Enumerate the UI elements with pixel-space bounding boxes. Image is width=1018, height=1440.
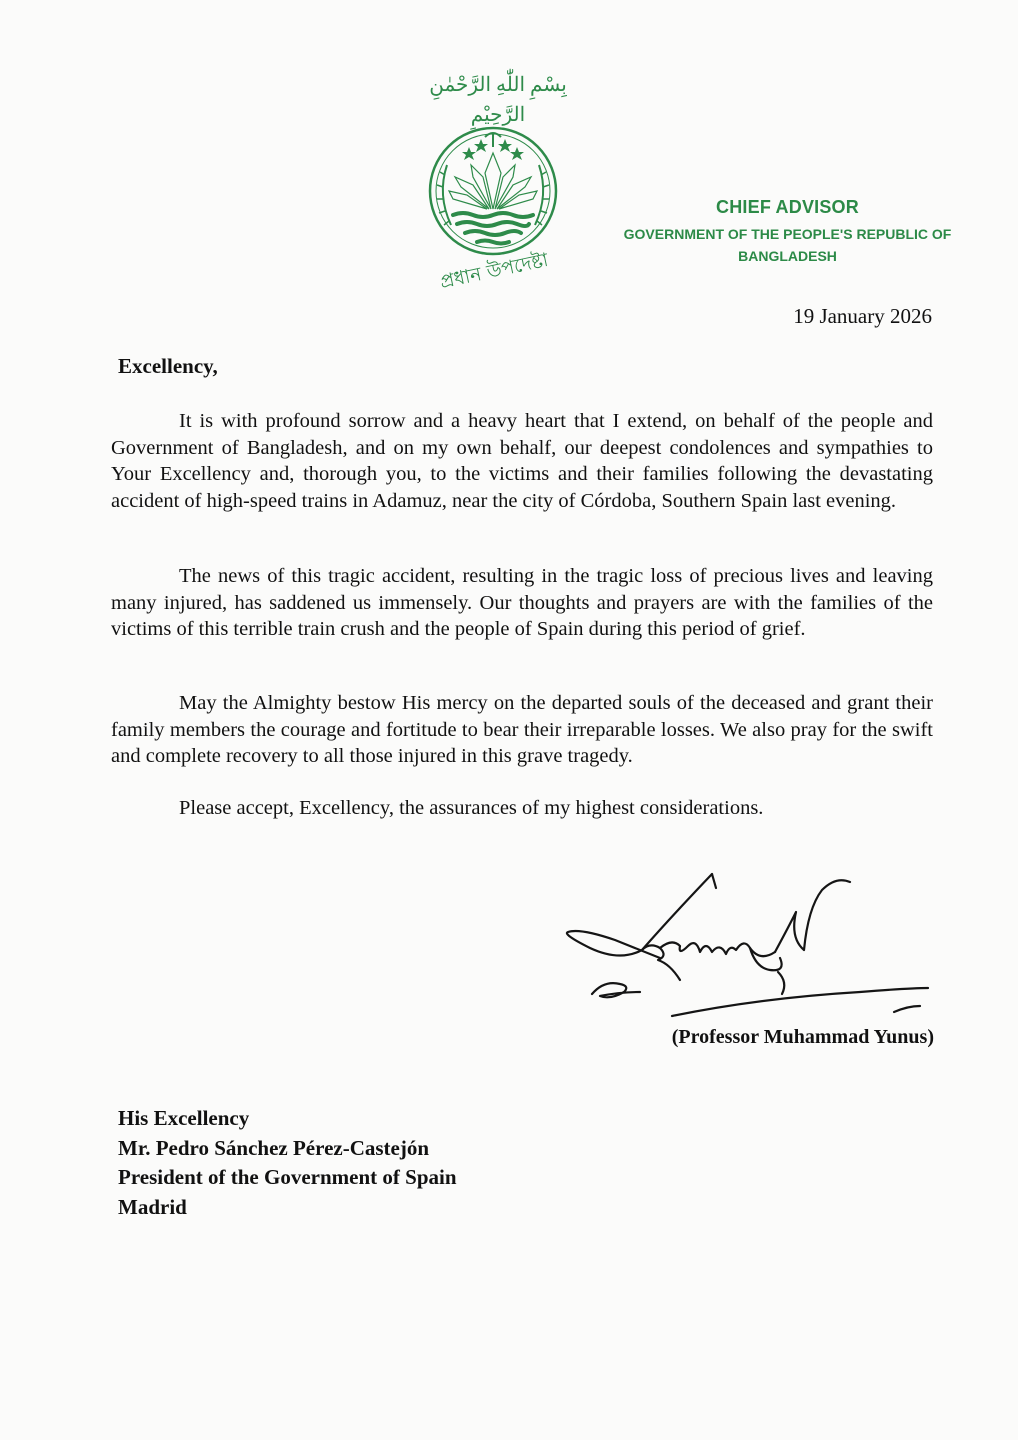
signer-name: (Professor Muhammad Yunus) xyxy=(671,1026,934,1048)
emblem-icon xyxy=(425,125,575,290)
salutation: Excellency, xyxy=(118,354,218,378)
body-paragraph: May the Almighty bestow His mercy on the departed souls of the deceased and grant their family members the courage and fortitude to bear their irreparable losses. We also pray for the swift and complete recovery to all those injured in this grave tragedy. xyxy=(111,692,933,767)
letterhead xyxy=(600,196,975,266)
recipient-honorific: His Excellency xyxy=(118,1106,250,1130)
emblem-caption: প্রধান উপদেষ্টা xyxy=(438,248,551,290)
government-name-line1: GOVERNMENT OF THE PEOPLE'S REPUBLIC OF xyxy=(623,226,952,242)
government-emblem xyxy=(425,125,575,290)
recipient-title: President of the Government of Spain xyxy=(118,1165,457,1189)
closing-paragraph: Please accept, Excellency, the assurances of my highest considerations. xyxy=(179,797,764,819)
recipient-name: Mr. Pedro Sánchez Pérez-Castejón xyxy=(118,1135,430,1160)
bismillah-calligraphy: بِسْمِ اللّٰهِ الرَّحْمٰنِ الرَّحِيْمِ xyxy=(429,74,567,126)
body-paragraph: It is with profound sorrow and a heavy heart that I extend, on behalf of the people and Government of Bangladesh, and on my own behalf, our deepest condolences and sympathies to Your Excellency and, thorough you, to the victims and their families following the devastating accident of high-speed trains in Adamuz, near the city of Córdoba, Southern Spain last evening. xyxy=(111,410,933,512)
signature-icon xyxy=(560,868,940,1018)
office-title: CHIEF ADVISOR xyxy=(716,197,859,217)
recipient-city: Madrid xyxy=(118,1194,187,1219)
recipient-block xyxy=(118,1104,457,1222)
letter-date: 19 January 2026 xyxy=(793,304,932,328)
body-paragraph: The news of this tragic accident, resulting in the tragic loss of precious lives and leaving many injured, has saddened us immensely. Our thoughts and prayers are with the families of the victims of this terrible train crush and the people of Spain during this period of grief. xyxy=(111,565,933,640)
government-name-line2: BANGLADESH xyxy=(738,248,837,264)
handwritten-signature xyxy=(560,868,940,1018)
